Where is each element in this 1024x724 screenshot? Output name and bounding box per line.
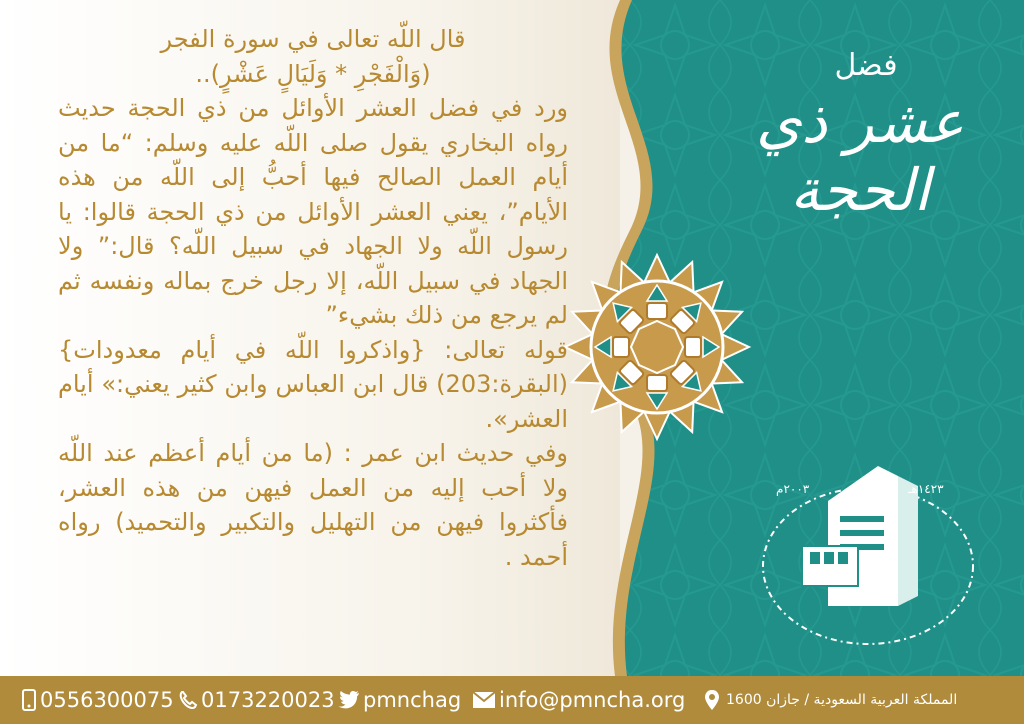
address-text: المملكة العربية السعودية / جازان 1600 <box>726 692 958 708</box>
email-icon <box>472 691 496 709</box>
footer-address <box>704 676 957 724</box>
verse-quote: (وَالْفَجْرِ * وَلَيَالٍ عَشْرٍ).. <box>195 59 431 88</box>
footer-mobile[interactable] <box>22 676 174 724</box>
footer-phone[interactable] <box>178 676 335 724</box>
charity-logo <box>758 446 988 656</box>
email-address: info@pmncha.org <box>499 688 686 712</box>
ibn-umar-paragraph: وفي حديث ابن عمر : (ما من أيام أعظم عند اللّه ولا أحب إليه من العمل فيهن من هذه العشر، فأكثروا فيهن من التهليل والتكبير والتحميد) رواه أحمد . <box>58 439 568 571</box>
hadith-paragraph: ورد في فضل العشر الأوائل من ذي الحجة حديث رواه البخاري يقول صلى اللّه عليه وسلم: “ما من أيام العمل الصالح فيها أحبُّ إلى اللّه من هذه الأيام”، يعني العشر الأوائل من ذي الحجة قالوا: يا رسول اللّه ولا الجهاد في سبيل اللّه؟ قال:” ولا الجهاد في سبيل اللّه، إلا رجل خرج بماله ونفسه ثم لم يرجع من ذلك بشيء” <box>58 94 568 329</box>
verse-intro: قال اللّه تعالى في سورة الفجر <box>160 25 466 53</box>
title-large: عشر ذي الحجة <box>755 88 964 224</box>
location-icon <box>704 689 720 711</box>
logo-year-hijri: ١٤٢٣هـ <box>908 482 944 496</box>
title-small: فضل <box>834 48 898 83</box>
mobile-number: 0556300075 <box>40 688 174 712</box>
body-text <box>58 22 568 574</box>
phone-number: 0173220023 <box>201 688 335 712</box>
phone-icon <box>178 690 198 710</box>
logo-year-greg: ٢٠٠٣م <box>776 482 810 496</box>
twitter-handle: pmnchag <box>363 688 462 712</box>
mobile-icon <box>22 689 36 711</box>
footer-email[interactable] <box>472 676 685 724</box>
footer-bar <box>0 676 1024 724</box>
rosette-ornament <box>562 252 752 442</box>
footer-twitter[interactable] <box>338 676 461 724</box>
quran-paragraph: قوله تعالى: {واذكروا اللّه في أيام معدودات} (البقرة:203) قال ابن العباس وابن كثير يعني:» أيام العشر». <box>58 335 568 433</box>
twitter-icon <box>338 691 360 709</box>
